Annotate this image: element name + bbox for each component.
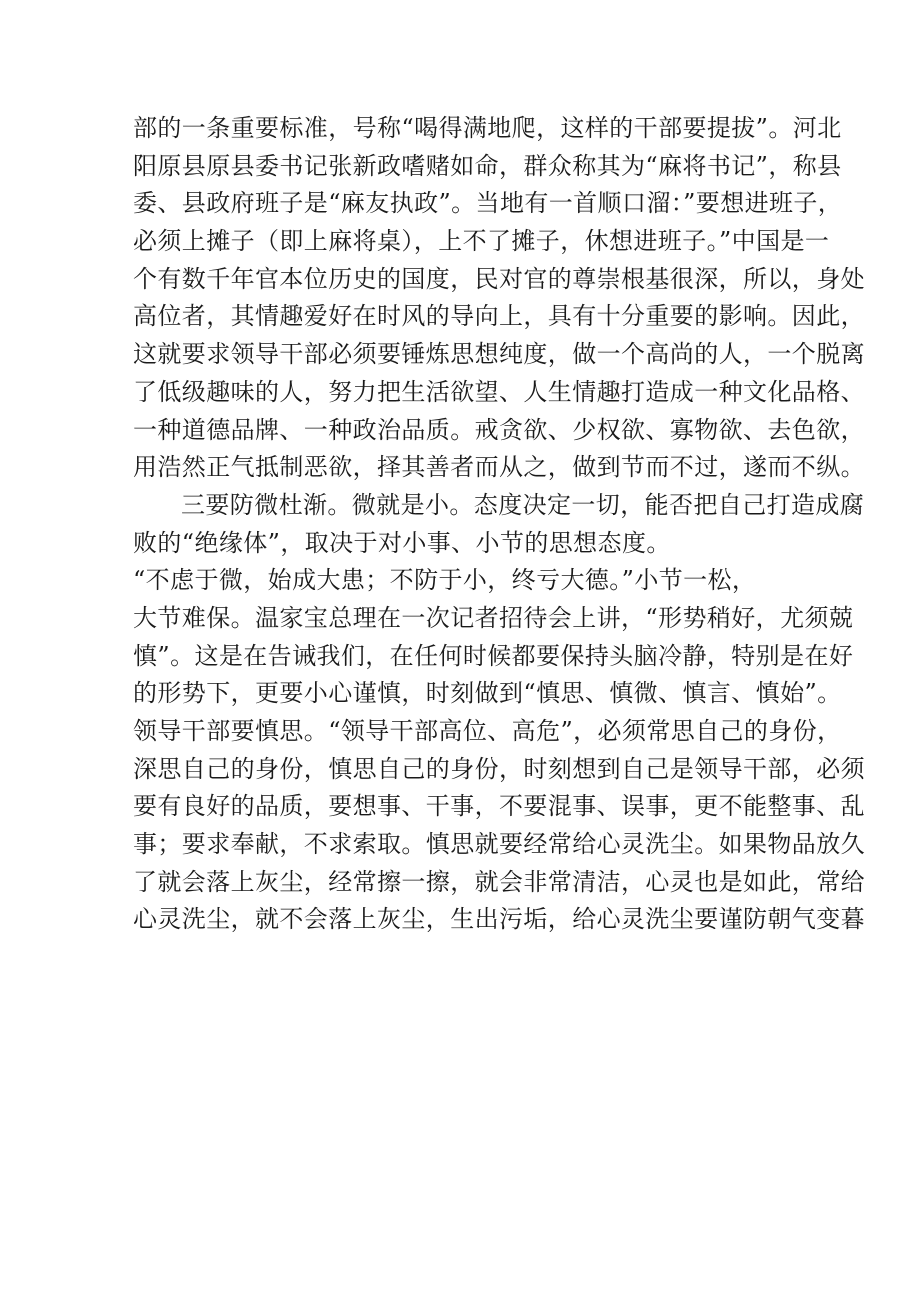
text-line: 的形势下，更要小心谨慎，时刻做到“慎思、慎微、慎言、慎始”。 — [133, 679, 842, 708]
text-line: 深思自己的身份，慎思自己的身份，时刻想到自己是领导干部，必须 — [133, 754, 865, 783]
text-line: 心灵洗尘，就不会落上灰尘，生出污垢，给心灵洗尘要谨防朝气变暮 — [133, 905, 865, 934]
text-line-paragraph-start: 三要防微杜渐。微就是小。态度决定一切，能否把自己打造成腐 — [181, 490, 865, 519]
text-line: 部的一条重要标准，号称“喝得满地爬，这样的干部要提拔”。河北 — [133, 114, 842, 142]
text-line: 用浩然正气抵制恶欲，择其善者而从之，做到节而不过，遂而不纵。 — [133, 453, 865, 482]
text-line: 领导干部要慎思。“领导干部高位、高危”，必须常思自己的身份， — [133, 717, 842, 745]
text-line: 这就要求领导干部必须要锤炼思想纯度，做一个高尚的人，一个脱离 — [133, 340, 865, 369]
text-line: 委、县政府班子是“麻友执政”。当地有一首顺口溜：”要想进班子， — [133, 189, 843, 218]
text-line: 了就会落上灰尘，经常擦一擦，就会非常清洁，心灵也是如此，常给 — [133, 867, 865, 896]
text-line: 事；要求奉献，不求索取。慎思就要经常给心灵洗尘。如果物品放久 — [133, 830, 865, 859]
text-line: 慎”。这是在告诫我们，在任何时候都要保持头脑冷静，特别是在好 — [133, 641, 854, 670]
text-line: 要有良好的品质，要想事、干事，不要混事、误事，更不能整事、乱 — [133, 792, 865, 821]
text-line: 大节难保。温家宝总理在一次记者招待会上讲，“形势稍好，尤须兢 — [133, 603, 854, 632]
text-line: 高位者，其情趣爱好在时风的导向上，具有十分重要的影响。因此， — [133, 302, 865, 331]
text-line: 必须上摊子（即上麻将桌），上不了摊子，休想进班子。”中国是一 — [133, 227, 830, 256]
text-line: “不虑于微，始成大患；不防于小，终亏大德。”小节一松， — [133, 566, 757, 595]
body-text — [133, 110, 865, 939]
text-line: 败的“绝缘体”，取决于对小事、小节的思想态度。 — [133, 528, 671, 557]
text-line: 了低级趣味的人，努力把生活欲望、人生情趣打造成一种文化品格、 — [133, 377, 865, 406]
text-line: 阳原县原县委书记张新政嗜赌如命，群众称其为“麻将书记”，称县 — [133, 151, 842, 180]
text-line: 个有数千年官本位历史的国度，民对官的尊崇根基很深，所以，身处 — [133, 264, 865, 293]
text-line: 一种道德品牌、一种政治品质。戒贪欲、少权欲、寡物欲、去色欲， — [133, 415, 865, 444]
